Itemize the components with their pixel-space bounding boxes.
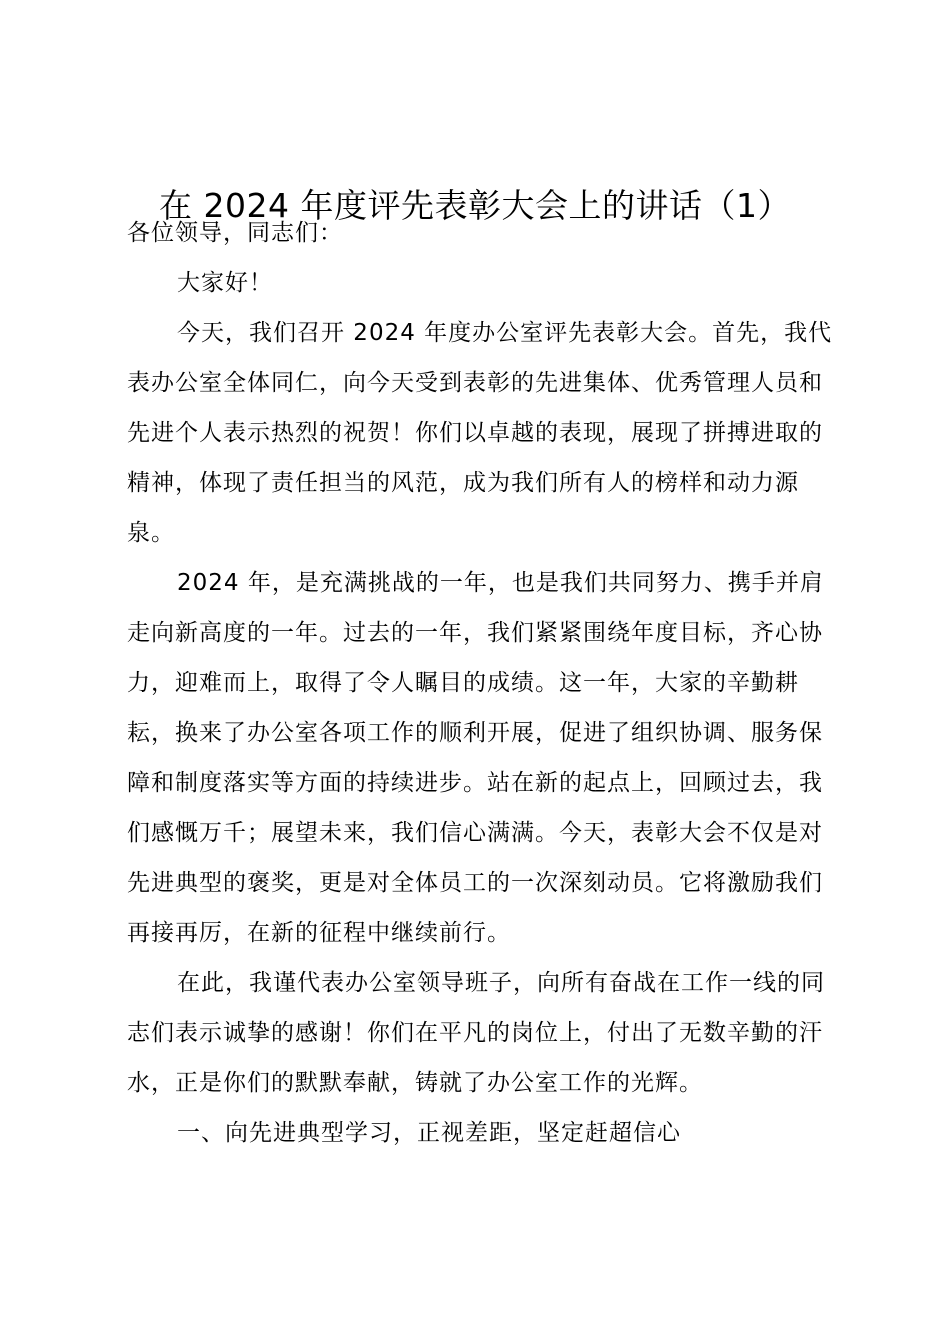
paragraph-greeting: 大家好！ [177, 270, 273, 296]
document-body [127, 208, 837, 1158]
document-title: 在 2024 年度评先表彰大会上的讲话（1） [159, 186, 791, 225]
paragraph-congratulations: 今天，我们召开 2024 年度办公室评先表彰大会。首先，我代表办公室全体同仁，向今天受到表彰的先进集体、优秀管理人员和先进个人表示热烈的祝贺！你们以卓越的表现，展现了拼搏进取的精神，体现了责任担当的风范，成为我们所有人的榜样和动力源泉。 [127, 320, 833, 546]
salutation: 各位领导，同志们： [127, 220, 343, 246]
paragraph-review: 2024 年，是充满挑战的一年，也是我们共同努力、携手并肩走向新高度的一年。过去的一年，我们紧紧围绕年度目标，齐心协力，迎难而上，取得了令人瞩目的成绩。这一年，大家的辛勤耕耘，换来了办公室各项工作的顺利开展，促进了组织协调、服务保障和制度落实等方面的持续进步。站在新的起点上，回顾过去，我们感慨万千；展望未来，我们信心满满。今天，表彰大会不仅是对先进典型的褒奖，更是对全体员工的一次深刻动员。它将激励我们再接再厉，在新的征程中继续前行。 [127, 570, 824, 946]
paragraph-thanks: 在此，我谨代表办公室领导班子，向所有奋战在工作一线的同志们表示诚挚的感谢！你们在平凡的岗位上，付出了无数辛勤的汗水，正是你们的默默奉献，铸就了办公室工作的光辉。 [127, 970, 825, 1096]
section-heading: 一、向先进典型学习，正视差距，坚定赶超信心 [177, 1120, 681, 1146]
